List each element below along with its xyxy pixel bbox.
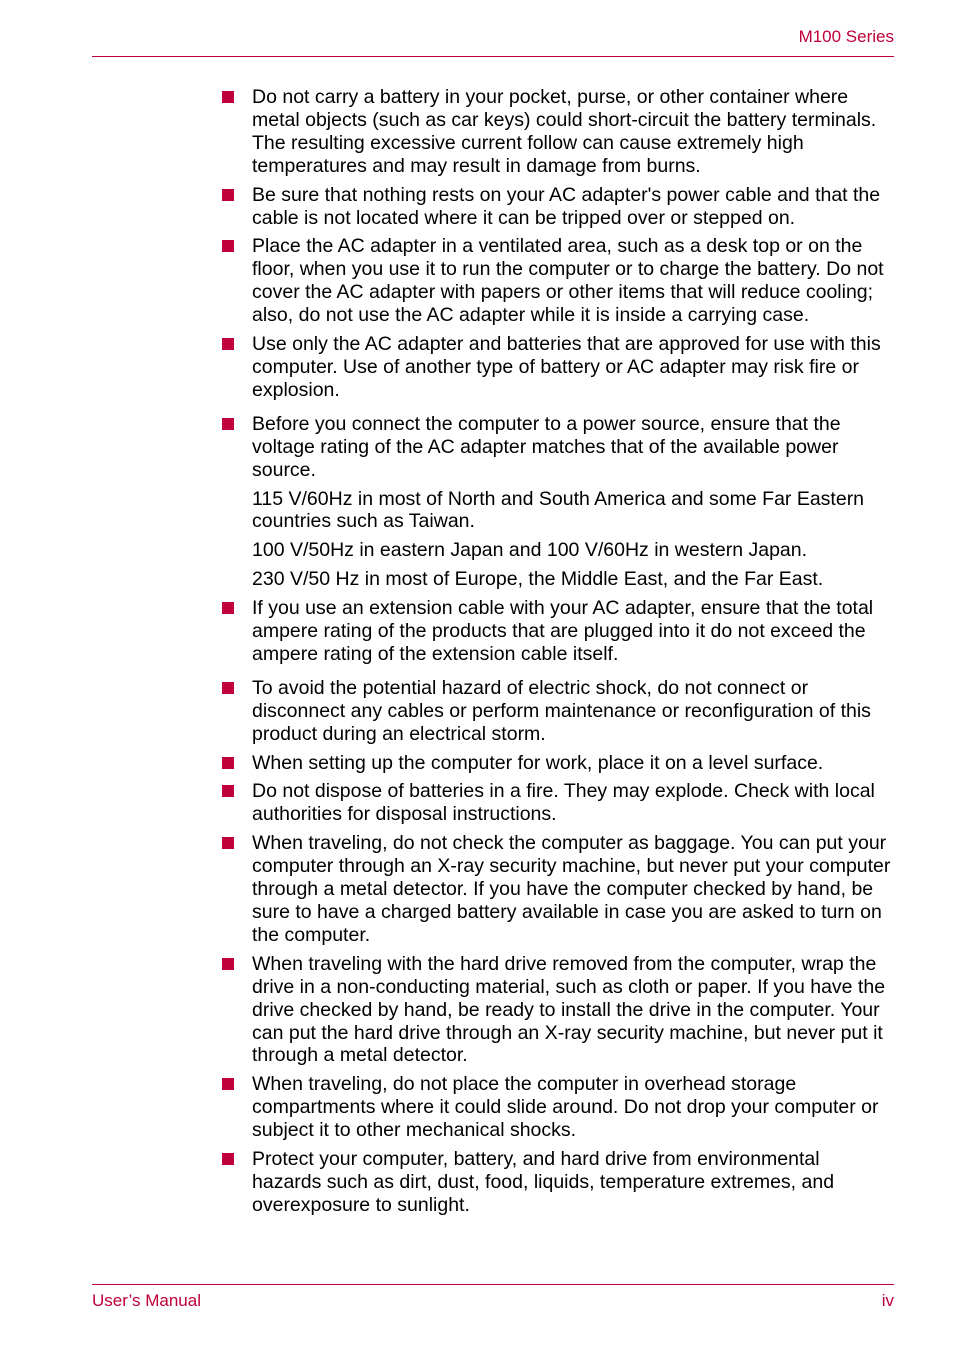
running-header-title: M100 Series bbox=[798, 27, 894, 46]
square-bullet-icon bbox=[222, 1078, 234, 1090]
square-bullet-icon bbox=[222, 1153, 234, 1165]
voltage-note: 230 V/50 Hz in most of Europe, the Middle East, and the Far East. bbox=[252, 568, 824, 591]
list-item bbox=[221, 235, 893, 327]
square-bullet-icon bbox=[222, 958, 234, 970]
list-item bbox=[221, 1073, 893, 1142]
list-item bbox=[221, 184, 893, 230]
square-bullet-icon bbox=[222, 240, 234, 252]
voltage-note: 115 V/60Hz in most of North and South America and some Far Eastern countries such as Taiwan. bbox=[252, 487, 865, 533]
list-item-text: Do not carry a battery in your pocket, purse, or other container where metal objects (such as car keys) could short-circuit the battery terminals. The resulting excessive current follow can cause extremely high temperatures and may result in damage from burns. bbox=[252, 86, 877, 177]
list-item bbox=[221, 953, 893, 1068]
list-item-text: Before you connect the computer to a power source, ensure that the voltage rating of the AC adapter matches that of the available power source. bbox=[252, 412, 841, 481]
square-bullet-icon bbox=[222, 757, 234, 769]
list-item bbox=[221, 333, 893, 402]
list-item-text: If you use an extension cable with your AC adapter, ensure that the total ampere rating of the products that are plugged into it do not exceed the ampere rating of the extension cable itself. bbox=[252, 597, 874, 665]
footer-rule bbox=[92, 1284, 894, 1285]
list-item bbox=[221, 752, 893, 775]
voltage-note: 100 V/50Hz in eastern Japan and 100 V/60Hz in western Japan. bbox=[252, 539, 808, 562]
square-bullet-icon bbox=[222, 682, 234, 694]
list-item bbox=[221, 677, 893, 746]
list-item-text: Be sure that nothing rests on your AC adapter's power cable and that the cable is not located where it can be tripped over or stepped on. bbox=[252, 183, 881, 229]
list-item-text: To avoid the potential hazard of electric shock, do not connect or disconnect any cables or perform maintenance or reconfiguration of this product during an electrical storm. bbox=[252, 676, 871, 745]
list-item bbox=[221, 86, 893, 178]
list-item-text: Place the AC adapter in a ventilated area, such as a desk top or on the floor, when you use it to run the computer or to charge the battery. Do not cover the AC adapter with papers or other items that will reduce cooling; also, do not use the AC adapter while it is inside a carrying case. bbox=[252, 235, 884, 327]
header-rule bbox=[92, 56, 894, 57]
list-item bbox=[221, 597, 893, 666]
list-item bbox=[221, 832, 893, 947]
safety-instructions-list bbox=[221, 86, 893, 1223]
list-item-text: Use only the AC adapter and batteries that are approved for use with this computer. Use of another type of battery or AC adapter may risk fire or explosion. bbox=[252, 333, 881, 401]
list-item bbox=[221, 413, 893, 482]
square-bullet-icon bbox=[222, 418, 234, 430]
list-item bbox=[221, 780, 893, 826]
square-bullet-icon bbox=[222, 338, 234, 350]
page-number: iv bbox=[881, 1291, 894, 1310]
list-item-text: Do not dispose of batteries in a fire. They may explode. Check with local authorities for disposal instructions. bbox=[252, 780, 875, 826]
footer-manual-title: User’s Manual bbox=[92, 1291, 201, 1310]
list-item-text: When traveling, do not place the computer in overhead storage compartments where it could slide around. Do not drop your computer or subject it to other mechanical shocks. bbox=[252, 1073, 879, 1142]
square-bullet-icon bbox=[222, 785, 234, 797]
list-item bbox=[221, 1148, 893, 1217]
square-bullet-icon bbox=[222, 189, 234, 201]
list-item-text: When setting up the computer for work, place it on a level surface. bbox=[252, 751, 824, 774]
square-bullet-icon bbox=[222, 837, 234, 849]
square-bullet-icon bbox=[222, 91, 234, 103]
list-item-text: When traveling, do not check the computer as baggage. You can put your computer through an X-ray security machine, but never put your computer through a metal detector. If you have the computer checked by hand, be sure to have a charged battery available in case you are asked to turn on the computer. bbox=[252, 832, 891, 946]
square-bullet-icon bbox=[222, 602, 234, 614]
list-item-text: Protect your computer, battery, and hard drive from environmental hazards such as dirt, dust, food, liquids, temperature extremes, and overexposure to sunlight. bbox=[252, 1148, 835, 1216]
list-item-text: When traveling with the hard drive removed from the computer, wrap the drive in a non-conducting material, such as cloth or paper. If you have the drive checked by hand, be ready to install the drive in the computer. Your can put the hard drive through an X-ray security machine, but never put it through a metal detector. bbox=[252, 952, 886, 1067]
